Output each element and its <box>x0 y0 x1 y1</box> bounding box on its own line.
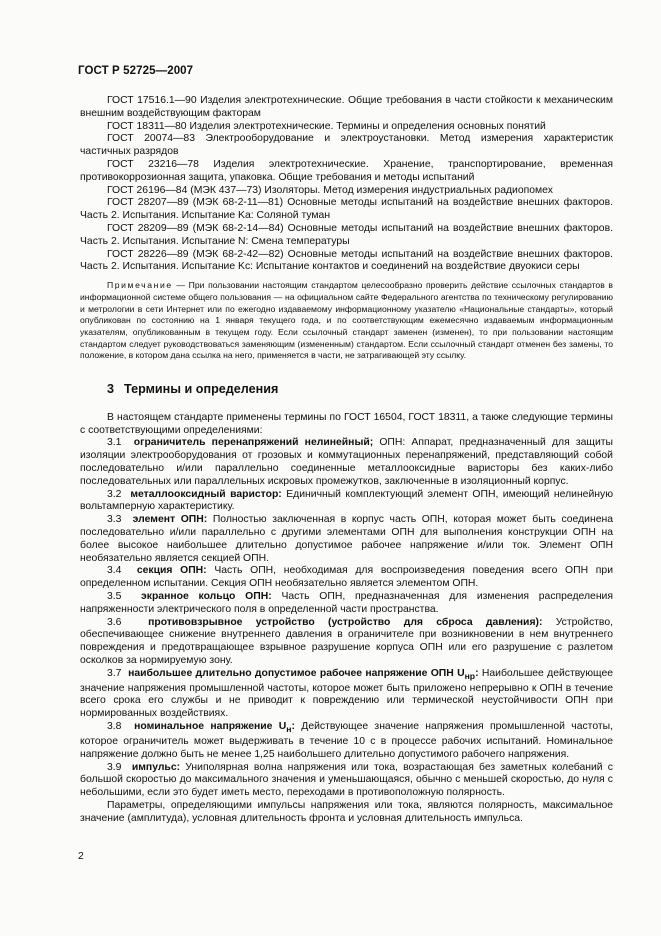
term-definition <box>80 489 613 515</box>
term-number: 3.7 <box>107 667 122 679</box>
term-name: секция ОПН: <box>136 565 207 577</box>
term-number: 3.1 <box>107 437 122 449</box>
term-symbol-subscript: н <box>286 724 292 735</box>
section-heading <box>107 383 613 396</box>
term-name-text: номинальное напряжение U <box>134 721 287 733</box>
term-text: Часть ОПН, необходимая для воспроизведения поведения всего ОПН при определенном испытании. Секция ОПН необязательно является элементом ОПН. <box>80 565 614 590</box>
term-definition <box>80 437 613 488</box>
term-number: 3.4 <box>107 565 122 577</box>
term-number: 3.5 <box>107 591 122 603</box>
document-body <box>80 95 613 826</box>
page-number: 2 <box>78 851 84 862</box>
term-name: металлооксидный варистор: <box>130 488 282 500</box>
note-paragraph <box>80 280 613 362</box>
term-name: элемент ОПН: <box>132 514 208 526</box>
term-number: 3.8 <box>107 721 122 733</box>
term-text: Действующее значение напряжения промышленной частоты, которое ограничитель может выдерживать в течение 10 с в процессе рабочих испытаний. Номинальное напряжение должно быть не менее 1,25 наибольшего длительно допустимого рабочего напряжения. <box>80 721 613 760</box>
reference-item: ГОСТ 17516.1—90 Изделия электротехнические. Общие требования в части стойкости к механическим внешним воздействующим факторам <box>80 95 613 119</box>
term-name: ограничитель перенапряжений нелинейный; <box>133 437 374 449</box>
term-text: Униполярная волна напряжения или тока, возрастающая без заметных колебаний с большой скоростью до максимального значения и уменьшающаяся, обычно с меньшей скоростью, до нуля с небольшими, если это будет иметь место, переходами в противоположную полярность. <box>80 761 613 799</box>
reference-item: ГОСТ 28209—89 (МЭК 68-2-14—84) Основные методы испытаний на воздействие внешних факторов. Часть 2. Испытания. Испытание N: Смена температуры <box>80 222 613 247</box>
term-name-colon: : <box>291 721 295 733</box>
note-text: — При пользовании настоящим стандартом целесообразно проверить действие ссылочных стандартов в информационной системе общего пользования — на официальном сайте Федерального агентства по техническому регулированию и метрологии в сети Интернет или по ежегодно издаваемому информационному указателю «Национальные стандарты», который опубликован по состоянию на 1 января текущего года, и по соответствующим ежемесячно издаваемым информационным указателям, опубликованным в текущем году. Если ссылочный стандарт заменен (изменен), то при пользовании настоящим стандартом следует руководствоваться заменяющим (измененным) стандартом. Если ссылочный стандарт отменен без замены, то положение, в котором дана ссылка на него, применяется в части, не затрагивающей эту ссылку. <box>80 280 613 361</box>
term-number: 3.2 <box>107 488 122 500</box>
term-number: 3.3 <box>107 514 122 526</box>
term-name <box>134 721 295 735</box>
term-definition <box>80 721 613 761</box>
term-name <box>128 668 479 679</box>
closing-paragraph: Параметры, определяющими импульсы напряжения или тока, являются полярность, максимальное значение (амплитуда), условная длительность фронта и условная длительность импульса. <box>80 799 613 824</box>
term-symbol-subscript: нр <box>464 670 476 681</box>
reference-item: ГОСТ 26196—84 (МЭК 437—73) Изоляторы. Метод измерения индустриальных радиопомех <box>107 184 553 196</box>
term-definition <box>80 668 613 721</box>
references-list <box>80 95 613 274</box>
term-name: импульс: <box>131 761 181 773</box>
term-text: Устройство, обеспечивающее снижение внутреннего давления в ограничителе при возникновении в нем внутреннего повреждения и предотвращающее взрывное разрушение корпуса ОПН или его разрушение с разлетом осколков за нормируемую зону. <box>80 616 613 667</box>
term-definition <box>80 591 613 617</box>
reference-item: ГОСТ 28226—89 (МЭК 68-2-42—82) Основные методы испытаний на воздействие внешних факторов. Часть 2. Испытания. Испытание Kc: Испытание контактов и соединений на воздействие двуокиси серы <box>80 248 613 273</box>
term-text: ОПН: Аппарат, предназначенный для защиты изоляции электрооборудования от грозовых и коммутационных перенапряжений, представляющий собой последовательно и/или параллельно соединенные металлооксидные варисторы без каких-либо последовательных или параллельных искровых промежутков, заключенные в изоляционный корпус. <box>80 437 613 487</box>
term-number: 3.6 <box>107 616 122 628</box>
term-definition <box>80 617 613 668</box>
intro-paragraph: В настоящем стандарте применены термины по ГОСТ 16504, ГОСТ 18311, а также следующие термины с соответствующими определениями: <box>80 411 613 436</box>
term-number: 3.9 <box>107 761 122 773</box>
term-definition <box>80 565 613 591</box>
term-name-text: наибольшее длительно допустимое рабочее напряжение ОПН U <box>128 667 465 679</box>
section-title: Термины и определения <box>124 382 279 397</box>
reference-item: ГОСТ 23216—78 Изделия электротехнические. Хранение, транспортирование, временная противокоррозионная защита, упаковка. Общие требования и методы испытаний <box>80 158 613 183</box>
term-text: Единичный комплектующий элемент ОПН, имеющий нелинейную вольтамперную характеристику. <box>80 488 613 513</box>
term-text: Наибольшее действующее значение напряжения промышленной частоты, которое может быть приложено непрерывно к ОПН в течение всего срока его службы и не приводит к повреждению или термической неустойчивости ОПН при нормированных воздействиях. <box>80 667 614 720</box>
term-definition <box>80 514 613 565</box>
section-number: 3 <box>107 382 115 397</box>
reference-item: ГОСТ 28207—89 (МЭК 68-2-11—81) Основные методы испытаний на воздействие внешних факторов. Часть 2. Испытания. Испытание Ka: Соляной туман <box>80 197 613 222</box>
document-header: ГОСТ Р 52725—2007 <box>78 65 194 77</box>
reference-item: ГОСТ 20074—83 Электрооборудование и электроустановки. Метод измерения характеристик частичных разрядов <box>80 133 613 158</box>
term-text: Полностью заключенная в корпус часть ОПН, которая может быть соединена последовательно и/или параллельно с другими элементами ОПН для выполнения конструкции ОПН на более высокое наибольшее длительно допустимое рабочее напряжение и/или ток. Элемент ОПН необязательно является секцией ОПН. <box>80 514 613 564</box>
term-name: экранное кольцо ОПН: <box>141 591 272 603</box>
reference-item: ГОСТ 18311—80 Изделия электротехнические. Термины и определения основных понятий <box>107 120 546 132</box>
term-name-colon: : <box>475 667 479 679</box>
term-name: противовзрывное устройство (устройство для сброса давления): <box>148 616 543 628</box>
term-definition <box>80 762 613 800</box>
note-label: Примечание <box>107 280 173 291</box>
term-text: Часть ОПН, предназначенная для изменения распределения напряженности электрического поля в определенной части пространства. <box>80 591 613 615</box>
